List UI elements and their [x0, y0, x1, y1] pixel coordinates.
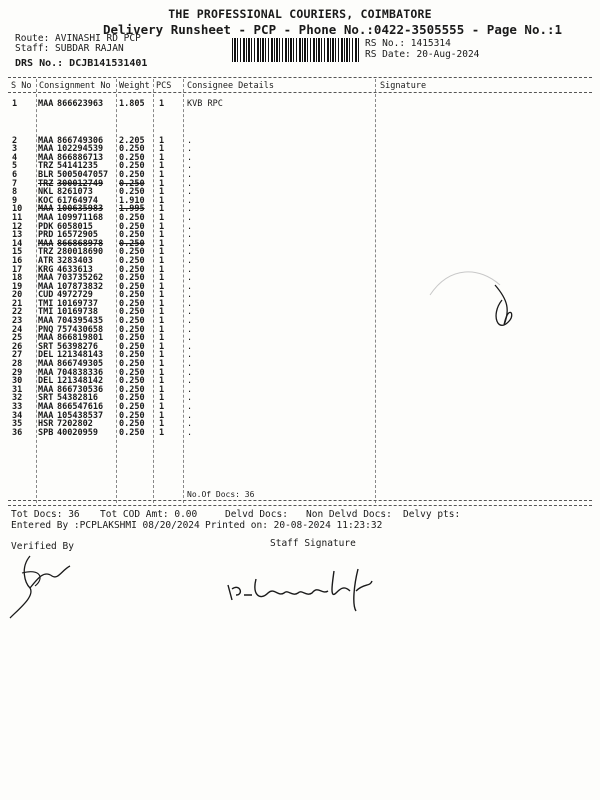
cell-consignee: .: [187, 144, 193, 155]
cell-num: 56398276: [57, 341, 98, 352]
cell-code: KOC: [38, 195, 54, 206]
stamp-signature: [420, 255, 520, 345]
cell-code: NKL: [38, 187, 54, 198]
cell-consignee: .: [187, 161, 193, 172]
cell-consignee: .: [187, 178, 193, 189]
cell-sno: 22: [12, 307, 23, 318]
cell-num: 866623963: [57, 99, 104, 109]
cell-pcs: 1: [159, 419, 165, 430]
cell-weight: 0.250: [119, 350, 145, 361]
cell-weight: 0.250: [119, 307, 145, 318]
cell-pcs: 1: [159, 359, 165, 370]
cell-num: 54141235: [57, 161, 98, 172]
cell-pcs: 1: [159, 230, 165, 241]
staff-signature-label: Staff Signature: [270, 538, 356, 549]
cell-weight: 0.250: [119, 221, 145, 232]
cell-code: MAA: [38, 333, 54, 344]
cell-sno: 21: [12, 298, 23, 309]
cell-code: MAA: [38, 359, 54, 370]
barcode: [232, 38, 360, 62]
cell-code: TRZ: [38, 161, 54, 172]
cell-num: 3283403: [57, 255, 93, 266]
cell-weight: 0.250: [119, 212, 145, 223]
cell-consignee: .: [187, 307, 193, 318]
cell-sno: 35: [12, 419, 23, 430]
cell-pcs: 1: [159, 273, 165, 284]
cell-weight: 0.250: [119, 290, 145, 301]
cell-consignee: .: [187, 402, 193, 412]
cell-consignee: .: [187, 410, 193, 421]
verifier-signature: [0, 548, 80, 623]
cell-pcs: 1: [159, 376, 165, 387]
cell-sno: 25: [12, 333, 23, 344]
cell-code: DEL: [38, 376, 54, 387]
cell-code: PRD: [38, 230, 54, 241]
cell-weight: 0.250: [119, 281, 145, 292]
runsheet-title: Delivery Runsheet - PCP - Phone No.:0422-3505555 - Page No.:1: [103, 22, 563, 37]
cell-sno: 13: [12, 230, 23, 241]
cell-weight: 0.250: [119, 427, 145, 438]
cell-consignee: .: [187, 135, 193, 146]
col-pcs: PCS: [156, 81, 172, 91]
cell-sno: 6: [12, 169, 18, 180]
cell-weight: 0.250: [119, 187, 145, 198]
cell-pcs: 1: [159, 204, 165, 215]
cell-num: 300012749: [57, 178, 104, 189]
cell-sno: 20: [12, 290, 23, 301]
cell-num: 40020959: [57, 427, 98, 438]
cell-code: MAA: [38, 316, 54, 327]
cell-pcs: 1: [159, 324, 165, 335]
divider: [8, 77, 592, 78]
cell-consignee: .: [187, 290, 193, 301]
cell-pcs: 1: [159, 238, 165, 249]
cell-weight: 0.250: [119, 359, 145, 370]
cell-sno: 2: [12, 135, 18, 146]
cell-weight: 0.250: [119, 169, 145, 180]
cell-consignee: .: [187, 281, 193, 292]
cell-pcs: 1: [159, 195, 165, 206]
cell-consignee: .: [187, 333, 193, 344]
cell-pcs: 1: [159, 350, 165, 361]
cell-code: SPB: [38, 427, 54, 438]
cell-sno: 10: [12, 204, 23, 215]
cell-pcs: 1: [159, 427, 165, 438]
cell-sno: 9: [12, 195, 18, 206]
cell-consignee: .: [187, 152, 193, 163]
cell-consignee: .: [187, 247, 193, 258]
cell-weight: 0.250: [119, 341, 145, 352]
cell-weight: 1.805: [119, 99, 145, 109]
cell-consignee: .: [187, 384, 193, 395]
cell-sno: 7: [12, 178, 18, 189]
col-consignment: Consignment No: [39, 81, 111, 91]
drs-number: DRS No.: DCJB141531401: [15, 58, 148, 69]
cell-consignee: .: [187, 255, 193, 266]
cell-sno: 26: [12, 341, 23, 352]
cell-pcs: 1: [159, 281, 165, 292]
tot-docs: Tot Docs: 36: [11, 509, 80, 520]
cell-num: 866730536: [57, 384, 104, 395]
cell-code: MAA: [38, 410, 54, 421]
cell-pcs: 1: [159, 255, 165, 266]
verified-by: Verified By: [11, 541, 74, 552]
divider: [8, 505, 592, 506]
cell-weight: 0.250: [119, 393, 145, 404]
cell-sno: 23: [12, 316, 23, 327]
cell-num: 107873832: [57, 281, 104, 292]
cell-weight: 0.250: [119, 367, 145, 378]
cell-pcs: 1: [159, 99, 165, 109]
col-sno: S No: [11, 81, 32, 91]
delvy-pts: Delvy pts:: [403, 509, 461, 520]
cell-sno: 34: [12, 410, 23, 421]
cell-sno: 33: [12, 402, 23, 412]
cell-pcs: 1: [159, 152, 165, 163]
cell-weight: 0.250: [119, 376, 145, 387]
cell-code: MAA: [38, 238, 54, 249]
cell-pcs: 1: [159, 290, 165, 301]
cell-code: MAA: [38, 99, 54, 109]
cell-num: 866749305: [57, 359, 104, 370]
cell-sno: 15: [12, 247, 23, 258]
cell-num: 8261073: [57, 187, 93, 198]
company-name: THE PROFESSIONAL COURIERS, COIMBATORE: [168, 7, 432, 21]
cell-consignee: .: [187, 221, 193, 232]
cell-weight: 0.250: [119, 152, 145, 163]
cell-consignee: .: [187, 264, 193, 275]
cell-weight: 0.250: [119, 298, 145, 309]
cell-sno: 14: [12, 238, 23, 249]
cell-pcs: 1: [159, 221, 165, 232]
cell-code: KRG: [38, 264, 54, 275]
cell-code: TMI: [38, 298, 54, 309]
cell-weight: 0.250: [119, 178, 145, 189]
cell-num: 866886713: [57, 152, 104, 163]
cell-num: 866868978: [57, 238, 104, 249]
cell-weight: 1.910: [119, 195, 145, 206]
cell-weight: 0.250: [119, 161, 145, 172]
cell-sno: 18: [12, 273, 23, 284]
cell-pcs: 1: [159, 367, 165, 378]
cell-weight: 0.250: [119, 230, 145, 241]
route: Route: AVINASHI RD PCP: [15, 33, 141, 44]
tot-cod-amt: Tot COD Amt: 0.00: [100, 509, 198, 520]
cell-weight: 0.250: [119, 316, 145, 327]
cell-num: 6058015: [57, 221, 93, 232]
cell-code: HSR: [38, 419, 54, 430]
non-delvd-docs: Non Delvd Docs:: [306, 509, 392, 520]
cell-pcs: 1: [159, 402, 165, 412]
cell-pcs: 1: [159, 393, 165, 404]
cell-num: 102294539: [57, 144, 104, 155]
cell-consignee: .: [187, 324, 193, 335]
cell-weight: 1.995: [119, 204, 145, 215]
cell-code: MAA: [38, 144, 54, 155]
printed-on: Printed on: 20-08-2024 11:23:32: [205, 520, 383, 531]
cell-sno: 16: [12, 255, 23, 266]
col-weight: Weight: [119, 81, 150, 91]
cell-sno: 32: [12, 393, 23, 404]
cell-pcs: 1: [159, 247, 165, 258]
cell-code: SRT: [38, 393, 54, 404]
cell-consignee: .: [187, 187, 193, 198]
cell-code: TMI: [38, 307, 54, 318]
cell-num: 866749306: [57, 135, 104, 146]
cell-sno: 36: [12, 427, 23, 438]
cell-weight: 0.250: [119, 333, 145, 344]
cell-consignee: .: [187, 273, 193, 284]
staff: Staff: SUBDAR RAJAN: [15, 43, 124, 54]
cell-sno: 24: [12, 324, 23, 335]
cell-num: 121348142: [57, 376, 104, 387]
cell-weight: 2.205: [119, 135, 145, 146]
divider: [8, 92, 592, 93]
cell-num: 7202802: [57, 419, 93, 430]
cell-weight: 0.250: [119, 264, 145, 275]
cell-code: BLR: [38, 169, 54, 180]
cell-pcs: 1: [159, 212, 165, 223]
cell-sno: 27: [12, 350, 23, 361]
cell-code: MAA: [38, 135, 54, 146]
cell-code: MAA: [38, 402, 54, 412]
cell-consignee: .: [187, 341, 193, 352]
cell-sno: 1: [12, 99, 18, 109]
cell-num: 280018690: [57, 247, 104, 258]
cell-consignee: .: [187, 195, 193, 206]
cell-num: 54382816: [57, 393, 98, 404]
cell-consignee: .: [187, 212, 193, 223]
cell-sno: 29: [12, 367, 23, 378]
cell-sno: 30: [12, 376, 23, 387]
cell-pcs: 1: [159, 341, 165, 352]
cell-code: PDK: [38, 221, 54, 232]
cell-num: 4633613: [57, 264, 93, 275]
cell-num: 100635983: [57, 204, 104, 215]
cell-pcs: 1: [159, 178, 165, 189]
cell-weight: 0.250: [119, 324, 145, 335]
cell-num: 10169738: [57, 307, 98, 318]
cell-code: MAA: [38, 204, 54, 215]
cell-code: PNQ: [38, 324, 54, 335]
cell-code: MAA: [38, 273, 54, 284]
cell-consignee: .: [187, 367, 193, 378]
cell-code: TRZ: [38, 247, 54, 258]
cell-code: ATR: [38, 255, 54, 266]
cell-sno: 5: [12, 161, 18, 172]
cell-weight: 0.250: [119, 247, 145, 258]
rs-number: RS No.: 1415314: [365, 38, 451, 49]
table-row: [0, 429, 600, 438]
entered-by: Entered By :PCPLAKSHMI 08/20/2024: [11, 520, 200, 531]
cell-pcs: 1: [159, 169, 165, 180]
cell-consignee: .: [187, 427, 193, 438]
cell-pcs: 1: [159, 187, 165, 198]
cell-consignee: .: [187, 359, 193, 370]
cell-weight: 0.250: [119, 402, 145, 412]
cell-code: CUD: [38, 290, 54, 301]
cell-sno: 12: [12, 221, 23, 232]
cell-num: 16572905: [57, 230, 98, 241]
cell-consignee: .: [187, 298, 193, 309]
cell-consignee: .: [187, 376, 193, 387]
cell-consignee: .: [187, 169, 193, 180]
cell-num: 105438537: [57, 410, 104, 421]
cell-weight: 0.250: [119, 238, 145, 249]
cell-consignee: KVB RPC: [187, 99, 223, 109]
cell-consignee: .: [187, 393, 193, 404]
cell-num: 704838336: [57, 367, 104, 378]
cell-code: MAA: [38, 281, 54, 292]
table-row: [0, 100, 600, 109]
cell-sno: 19: [12, 281, 23, 292]
cell-consignee: .: [187, 204, 193, 215]
cell-consignee: .: [187, 419, 193, 430]
cell-consignee: .: [187, 316, 193, 327]
cell-num: 61764974: [57, 195, 98, 206]
cell-num: 866547616: [57, 402, 104, 412]
cell-pcs: 1: [159, 307, 165, 318]
cell-pcs: 1: [159, 264, 165, 275]
cell-code: DEL: [38, 350, 54, 361]
cell-weight: 0.250: [119, 384, 145, 395]
cell-num: 757430658: [57, 324, 104, 335]
cell-pcs: 1: [159, 161, 165, 172]
cell-num: 10169737: [57, 298, 98, 309]
cell-code: MAA: [38, 152, 54, 163]
cell-pcs: 1: [159, 298, 165, 309]
cell-pcs: 1: [159, 384, 165, 395]
cell-pcs: 1: [159, 316, 165, 327]
cell-pcs: 1: [159, 333, 165, 344]
cell-weight: 0.250: [119, 419, 145, 430]
no-of-docs: No.Of Docs: 36: [187, 490, 255, 499]
cell-num: 5005047057: [57, 169, 109, 180]
cell-pcs: 1: [159, 135, 165, 146]
cell-code: SRT: [38, 341, 54, 352]
col-consignee: Consignee Details: [187, 81, 274, 91]
cell-weight: 0.250: [119, 255, 145, 266]
cell-num: 121348143: [57, 350, 104, 361]
cell-sno: 31: [12, 384, 23, 395]
cell-num: 109971168: [57, 212, 104, 223]
cell-pcs: 1: [159, 410, 165, 421]
cell-sno: 8: [12, 187, 18, 198]
cell-sno: 28: [12, 359, 23, 370]
divider: [8, 500, 592, 501]
cell-weight: 0.250: [119, 144, 145, 155]
rs-date: RS Date: 20-Aug-2024: [365, 49, 480, 60]
cell-sno: 17: [12, 264, 23, 275]
cell-num: 866819801: [57, 333, 104, 344]
delvd-docs: Delvd Docs:: [225, 509, 288, 520]
cell-num: 4972729: [57, 290, 93, 301]
cell-code: MAA: [38, 384, 54, 395]
cell-weight: 0.250: [119, 273, 145, 284]
cell-sno: 4: [12, 152, 18, 163]
staff-signature: [222, 565, 392, 615]
cell-consignee: .: [187, 350, 193, 361]
cell-num: 703735262: [57, 273, 104, 284]
cell-sno: 3: [12, 144, 18, 155]
cell-code: MAA: [38, 212, 54, 223]
cell-code: TRZ: [38, 178, 54, 189]
cell-num: 704395435: [57, 316, 104, 327]
cell-consignee: .: [187, 230, 193, 241]
col-signature: Signature: [380, 81, 427, 91]
cell-pcs: 1: [159, 144, 165, 155]
cell-sno: 11: [12, 212, 23, 223]
cell-code: MAA: [38, 367, 54, 378]
cell-weight: 0.250: [119, 410, 145, 421]
cell-consignee: .: [187, 238, 193, 249]
